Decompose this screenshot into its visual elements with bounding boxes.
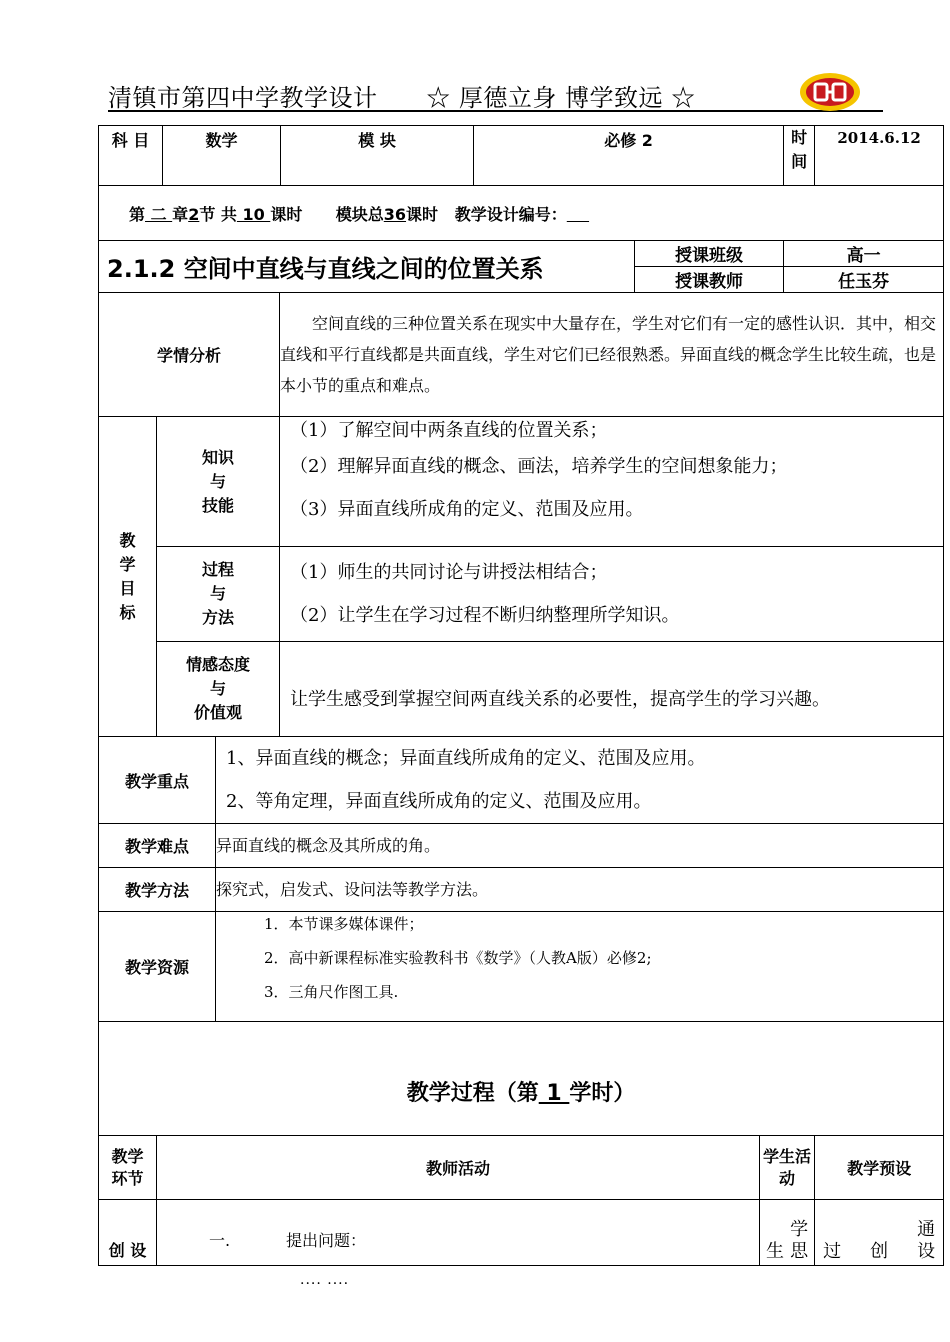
process-title: 教学过程（第 1 学时） bbox=[99, 1022, 944, 1136]
page-footer: .... .... bbox=[300, 1272, 350, 1288]
page-header bbox=[108, 72, 883, 112]
emotion-label: 情感态度 与 价值观 bbox=[157, 642, 280, 737]
row1-stage: 创 设 bbox=[99, 1200, 157, 1266]
time-label: 时 间 bbox=[784, 126, 815, 186]
knowledge-label: 知识 与 技能 bbox=[157, 417, 280, 547]
analysis-label: 学情分析 bbox=[99, 293, 280, 417]
difficulty-text: 异面直线的概念及其所成的角。 bbox=[216, 824, 944, 868]
module-value: 必修 2 bbox=[474, 126, 784, 186]
chapter-line: 第 二 章2节 共 10 课时 模块总36课时 教学设计编号： bbox=[99, 186, 944, 241]
list-item: 1．本节课多媒体课件； bbox=[264, 915, 424, 933]
list-item: 1、异面直线的概念；异面直线所成角的定义、范围及应用。 bbox=[226, 748, 706, 769]
list-item: （2）让学生在学习过程不断归纳整理所学知识。 bbox=[290, 605, 680, 626]
list-item: （2）理解异面直线的概念、画法，培养学生的空间想象能力； bbox=[290, 456, 788, 477]
col-student-header: 学生活 动 bbox=[760, 1136, 815, 1200]
module-label: 模 块 bbox=[281, 126, 474, 186]
process-method-label: 过程 与 方法 bbox=[157, 547, 280, 642]
focus-label: 教学重点 bbox=[99, 737, 216, 824]
resources-label: 教学资源 bbox=[99, 912, 216, 1022]
teacher-value: 任玉芬 bbox=[784, 267, 944, 293]
header-text bbox=[108, 78, 696, 113]
analysis-text: 空间直线的三种位置关系在现实中大量存在，学生对它们有一定的感性认识．其中，相交直线和平行直线都是共面直线，学生对它们已经很熟悉。异面直线的概念学生比较生疏，也是本小节的重点和难点。 bbox=[280, 293, 944, 417]
teacher-label: 授课教师 bbox=[635, 267, 784, 293]
lesson-plan-table bbox=[98, 125, 943, 1266]
lesson-title: 2.1.2 空间中直线与直线之间的位置关系 bbox=[99, 241, 635, 293]
method-text: 探究式，启发式、设问法等教学方法。 bbox=[216, 868, 944, 912]
process-method-items bbox=[280, 547, 944, 642]
subject-label: 科 目 bbox=[99, 126, 163, 186]
list-item: （3）异面直线所成角的定义、范围及应用。 bbox=[290, 499, 644, 520]
list-item: （1）师生的共同讨论与讲授法相结合； bbox=[290, 562, 608, 583]
method-label: 教学方法 bbox=[99, 868, 216, 912]
school-logo bbox=[798, 72, 862, 112]
school-name: 清镇市第四中学教学设计 bbox=[108, 84, 378, 112]
resources-items bbox=[216, 912, 944, 1022]
class-value: 高一 bbox=[784, 241, 944, 267]
row1-teacher: 一. 提出问题： bbox=[157, 1200, 760, 1266]
school-motto: ☆ 厚德立身 博学致远 ☆ bbox=[426, 84, 696, 112]
col-stage-header: 教学 环节 bbox=[99, 1136, 157, 1200]
emotion-text: 让学生感受到掌握空间两直线关系的必要性，提高学生的学习兴趣。 bbox=[280, 642, 944, 737]
list-item: 2、等角定理，异面直线所成角的定义、范围及应用。 bbox=[226, 791, 652, 812]
class-label: 授课班级 bbox=[635, 241, 784, 267]
row1-student: 学 生 思 bbox=[760, 1200, 815, 1266]
list-item: 3．三角尺作图工具. bbox=[264, 983, 399, 1001]
list-item: （1）了解空间中两条直线的位置关系； bbox=[290, 420, 608, 441]
focus-items bbox=[216, 737, 944, 824]
subject-value: 数学 bbox=[163, 126, 281, 186]
col-preset-header: 教学预设 bbox=[815, 1136, 944, 1200]
difficulty-label: 教学难点 bbox=[99, 824, 216, 868]
list-item: 2．高中新课程标准实验教科书《数学》（人教A版）必修2; bbox=[264, 949, 652, 967]
date-value: 2014.6.12 bbox=[815, 126, 944, 186]
goals-label: 教 学 目 标 bbox=[99, 417, 157, 737]
knowledge-items bbox=[280, 417, 944, 547]
row1-preset: 通 过 创 设 bbox=[815, 1200, 944, 1266]
col-teacher-header: 教师活动 bbox=[157, 1136, 760, 1200]
